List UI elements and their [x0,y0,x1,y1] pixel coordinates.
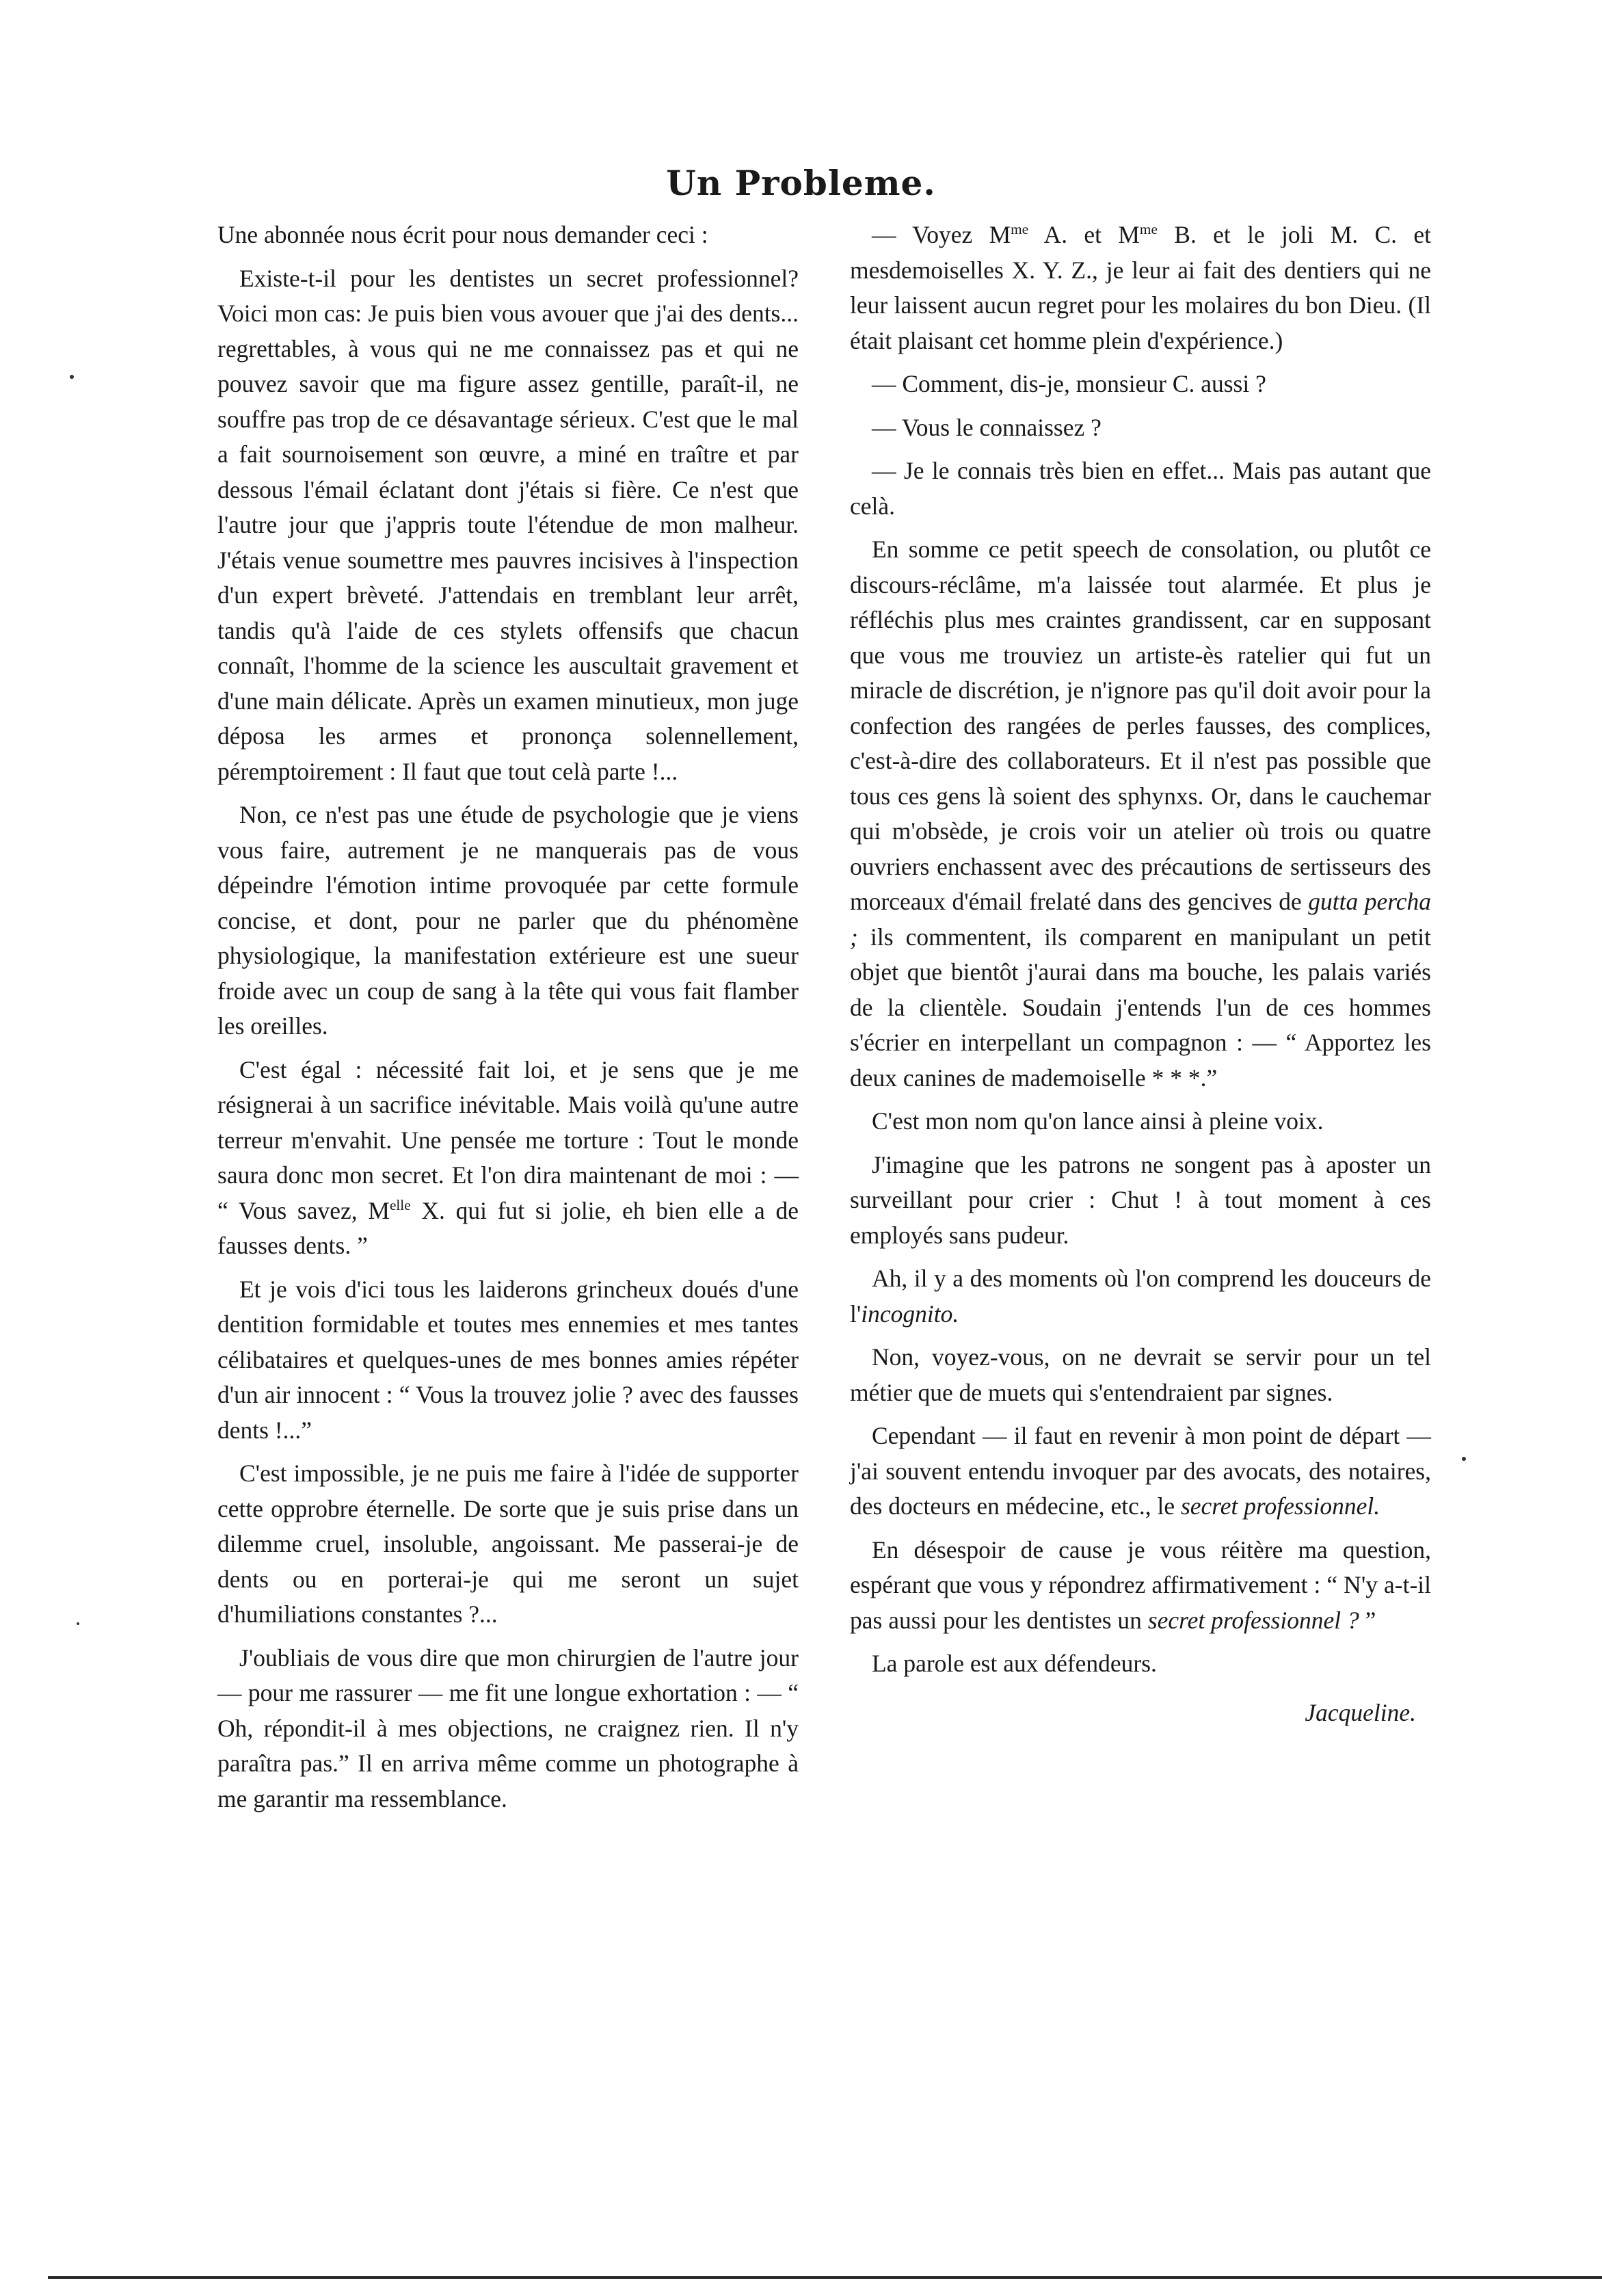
paragraph: Non, ce n'est pas une étude de psychologie que je viens vous faire, autrement je ne manquerais pas de vous dépeindre l'émotion intime provoquée par cette formule concise, et dont, pour ne parler que du phénomène physiologique, la manifestation extérieure est une sueur froide avec un coup de sang à la tête qui vous fait flamber les oreilles. [217,801,799,1040]
paragraph: Une abonnée nous écrit pour nous demander ceci : [217,221,708,248]
text-run: Ah, il y a des moments où l'on comprend les douceurs de l' [850,1265,1431,1328]
italic-text: incognito. [861,1299,959,1328]
text-run: — Voyez M [872,221,1011,248]
paragraph [850,1261,1431,1332]
paragraph: Et je vois d'ici tous les laiderons grincheux doués d'une dentition formidable et toutes mes ennemies et mes tantes célibataires et quelques-unes de mes bonnes amies répéter d'un air innocent : “ Vous la trouvez jolie ? avec des fausses dents !...” [217,1275,799,1444]
signature: Jacqueline. [1305,1698,1416,1726]
article-title: Un Probleme. [666,163,936,203]
paragraph [217,1053,799,1264]
paragraph: — Je le connais très bien en effet... Mais pas autant que celà. [850,457,1431,520]
paragraph: C'est impossible, je ne puis me faire à l'idée de supporter cette opprobre éternelle. De sorte que je suis prise dans un dilemme cruel, insoluble, angoissant. Me passerai-je de dents ou en porterai-je qui me seront un sujet d'humiliations constantes ?... [217,1460,799,1628]
paragraph [850,217,1431,358]
scan-speck [1462,1457,1466,1461]
text-run: X. qui fut si jolie, eh bien elle a de fausses dents. ” [217,1196,799,1259]
page-bottom-edge [48,2276,1602,2279]
scan-speck [77,1622,79,1625]
text-run: ils commentent, ils comparent en manipulant un petit objet que bientôt j'aurai dans ma bouche, les palais variés de la clientèle. Soudain j'entends l'un de ces hommes s'écrier en interpellant un compagnon : — “ Apportez les deux canines de mademoiselle * * *.” [850,923,1431,1092]
paragraph: Existe-t-il pour les dentistes un secret professionnel? Voici mon cas: Je puis bien vous avouer que j'ai des dents... regrettables, à vous qui ne me connaissez pas et qui ne pouvez savoir que ma figure assez gentille, paraît-il, ne souffre pas trop de ce désavantage sérieux. C'est que le mal a fait sournoisement son œuvre, a miné en traître et par dessous l'émail éclatant dont j'étais si fière. Ce n'est que l'autre jour que j'appris toute l'étendue de mon malheur. J'étais venue soumettre mes pauvres incisives à l'inspection d'un expert brèveté. J'attendais en tremblant leur arrêt, tandis qu'à l'aide de ces stylets offensifs que chacun connaît, l'homme de la science les auscultait gravement et d'une main délicate. Après un examen minutieux, mon juge déposa les armes et prononça solennellement, péremptoirement : Il faut que tout celà parte !... [217,264,799,785]
text-run: C'est égal : nécessité fait loi, et je sens que je me résignerai à un sacrifice inévitable. Mais voilà qu'une autre terreur m'envahit. Une pensée me torture : Tout le monde saura donc mon secret. Et l'on dira maintenant de moi : — “ Vous savez, M [217,1055,799,1224]
paragraph: — Vous le connaissez ? [872,413,1102,441]
text-run: En somme ce petit speech de consolation, ou plutôt ce discours-réclâme, m'a laissée tout alarmée. Et plus je réfléchis plus mes craintes grandissent, car en supposant que vous me trouviez un artiste-ès ratelier qui fut un miracle de discrétion, je n'ignore pas qu'il doit avoir pour la confection des rangées de perles fausses, des complices, c'est-à-dire des collaborateurs. Et il n'est pas possible que tous ces gens là soient des sphynxs. Or, dans le cauchemar qui m'obsède, je crois voir un atelier où trois ou quatre ouvriers enchassent avec des précautions de sertisseurs des morceaux d'émail frelaté dans des gencives de [850,536,1431,915]
text-run: A. et M [1028,221,1140,248]
text-run: Cependant — il faut en revenir à mon point de départ — j'ai souvent entendu invoquer par des avocats, des notaires, des docteurs en médecine, etc., le [850,1422,1431,1520]
superscript: elle [389,1196,411,1213]
italic-text: secret professionnel ? [1147,1606,1359,1634]
paragraph [850,1418,1431,1525]
paragraph [850,532,1431,1096]
paragraph: J'imagine que les patrons ne songent pas à aposter un surveillant pour crier : Chut ! à tout moment à ces employés sans pudeur. [850,1150,1431,1249]
text-run: ” [1359,1606,1376,1634]
paragraph: J'oubliais de vous dire que mon chirurgien de l'autre jour — pour me rassurer — me fit une longue exhortation : — “ Oh, répondit-il à mes objections, ne craignez rien. Il n'y paraîtra pas.” Il en arriva même comme un photographe à me garantir ma ressemblance. [217,1644,799,1812]
paragraph [850,1533,1431,1639]
paragraph: C'est mon nom qu'on lance ainsi à pleine voix. [872,1107,1324,1135]
text-run: B. et le joli M. C. et mesdemoiselles X. Y. Z., je leur ai fait des dentiers qui ne leur laissent aucun regret pour les molaires du bon Dieu. (Il était plaisant cet homme plein d'expérience.) [850,221,1431,354]
scan-speck [70,375,74,379]
superscript: me [1011,221,1029,238]
italic-text: gutta percha ; [850,888,1431,951]
left-column [217,217,799,1825]
paragraph: — Comment, dis-je, monsieur C. aussi ? [872,370,1266,397]
paragraph: Non, voyez-vous, on ne devrait se servir pour un tel métier que de muets qui s'entendraient par signes. [850,1343,1431,1406]
italic-text: secret professionnel. [1180,1492,1380,1520]
paragraph: La parole est aux défendeurs. [872,1650,1157,1677]
superscript: me [1139,221,1158,238]
text-run: En désespoir de cause je vous réitère ma question, espérant que vous y répondrez affirmativement : “ N'y a-t-il pas aussi pour les dentistes un [850,1535,1431,1634]
right-column [850,217,1431,1739]
